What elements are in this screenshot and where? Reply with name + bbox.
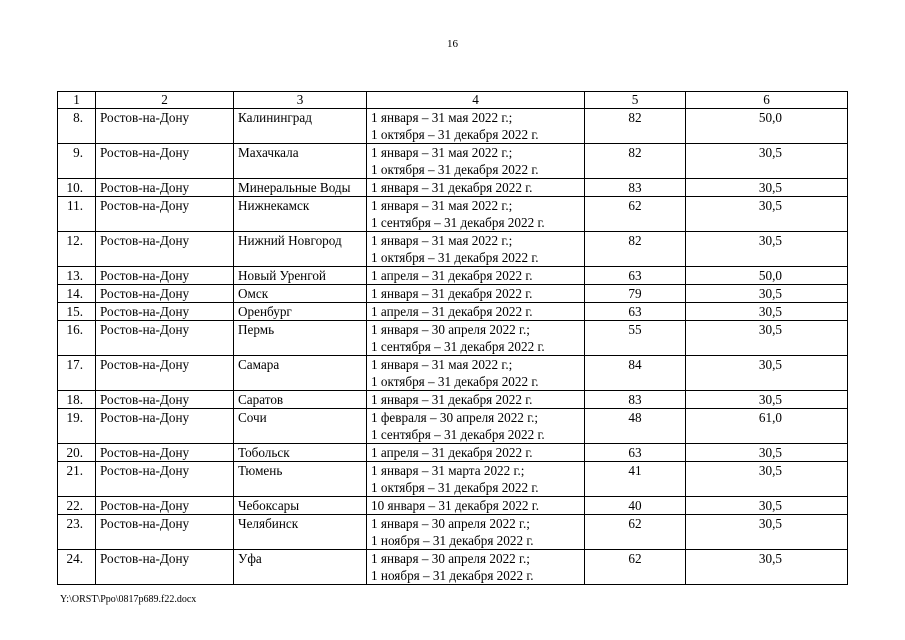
period-cell (367, 267, 585, 285)
period-cell (367, 144, 585, 179)
row-number-cell: 13. (58, 267, 96, 285)
period-cell (367, 232, 585, 267)
departure-city-cell: Ростов-на-Дону (96, 267, 234, 285)
destination-city-cell: Челябинск (234, 515, 367, 550)
row-number-cell: 20. (58, 444, 96, 462)
row-number-cell: 16. (58, 321, 96, 356)
table-row (58, 197, 848, 232)
departure-city-cell: Ростов-на-Дону (96, 444, 234, 462)
destination-city-cell: Новый Уренгой (234, 267, 367, 285)
destination-city-cell: Тобольск (234, 444, 367, 462)
departure-city-cell: Ростов-на-Дону (96, 179, 234, 197)
table-row (58, 285, 848, 303)
column-6-value-cell: 61,0 (686, 409, 848, 444)
column-5-value-cell: 63 (585, 303, 686, 321)
table-row (58, 409, 848, 444)
destination-city-cell: Махачкала (234, 144, 367, 179)
table-row (58, 267, 848, 285)
period-line: 1 октября – 31 декабря 2022 г. (371, 250, 539, 265)
period-line: 1 апреля – 31 декабря 2022 г. (371, 304, 533, 319)
period-line: 1 октября – 31 декабря 2022 г. (371, 374, 539, 389)
column-5-value-cell: 62 (585, 515, 686, 550)
period-line: 1 октября – 31 декабря 2022 г. (371, 127, 539, 142)
period-cell (367, 497, 585, 515)
row-number-cell: 15. (58, 303, 96, 321)
departure-city-cell: Ростов-на-Дону (96, 550, 234, 585)
destination-city-cell: Оренбург (234, 303, 367, 321)
period-line: 1 февраля – 30 апреля 2022 г.; (371, 410, 539, 425)
column-5-value-cell: 79 (585, 285, 686, 303)
period-line: 1 сентября – 31 декабря 2022 г. (371, 215, 545, 230)
column-6-value-cell: 30,5 (686, 515, 848, 550)
header-cell-1: 1 (58, 92, 96, 109)
column-6-value-cell: 30,5 (686, 197, 848, 232)
period-cell (367, 515, 585, 550)
destination-city-cell: Пермь (234, 321, 367, 356)
file-path-footer: Y:\ORST\Ppo\0817p689.f22.docx (60, 594, 197, 605)
period-line: 1 января – 31 мая 2022 г.; (371, 357, 513, 372)
period-line: 1 апреля – 31 декабря 2022 г. (371, 445, 533, 460)
column-5-value-cell: 62 (585, 550, 686, 585)
column-5-value-cell: 82 (585, 232, 686, 267)
departure-city-cell: Ростов-на-Дону (96, 409, 234, 444)
row-number-cell: 18. (58, 391, 96, 409)
row-number-cell: 24. (58, 550, 96, 585)
period-cell (367, 462, 585, 497)
period-line: 1 ноября – 31 декабря 2022 г. (371, 568, 534, 583)
row-number-cell: 8. (58, 109, 96, 144)
destination-city-cell: Омск (234, 285, 367, 303)
column-6-value-cell: 30,5 (686, 321, 848, 356)
row-number-cell: 17. (58, 356, 96, 391)
period-cell (367, 391, 585, 409)
table-row (58, 303, 848, 321)
column-5-value-cell: 84 (585, 356, 686, 391)
destination-city-cell: Сочи (234, 409, 367, 444)
destination-city-cell: Нижний Новгород (234, 232, 367, 267)
departure-city-cell: Ростов-на-Дону (96, 462, 234, 497)
column-6-value-cell: 30,5 (686, 285, 848, 303)
table-row (58, 497, 848, 515)
table-row (58, 444, 848, 462)
period-cell (367, 179, 585, 197)
column-6-value-cell: 30,5 (686, 303, 848, 321)
period-line: 1 января – 31 мая 2022 г.; (371, 110, 513, 125)
period-cell (367, 356, 585, 391)
period-line: 1 января – 31 марта 2022 г.; (371, 463, 525, 478)
departure-city-cell: Ростов-на-Дону (96, 356, 234, 391)
header-cell-5: 5 (585, 92, 686, 109)
table-row (58, 515, 848, 550)
column-5-value-cell: 83 (585, 391, 686, 409)
column-6-value-cell: 30,5 (686, 497, 848, 515)
period-cell (367, 303, 585, 321)
column-5-value-cell: 41 (585, 462, 686, 497)
row-number-cell: 9. (58, 144, 96, 179)
column-6-value-cell: 30,5 (686, 356, 848, 391)
period-cell (367, 285, 585, 303)
column-6-value-cell: 30,5 (686, 550, 848, 585)
column-6-value-cell: 30,5 (686, 179, 848, 197)
column-5-value-cell: 63 (585, 267, 686, 285)
destination-city-cell: Уфа (234, 550, 367, 585)
column-5-value-cell: 63 (585, 444, 686, 462)
column-5-value-cell: 55 (585, 321, 686, 356)
destination-city-cell: Калининград (234, 109, 367, 144)
period-cell (367, 321, 585, 356)
period-line: 1 января – 30 апреля 2022 г.; (371, 516, 530, 531)
table-row (58, 321, 848, 356)
header-cell-2: 2 (96, 92, 234, 109)
header-cell-3: 3 (234, 92, 367, 109)
destination-city-cell: Самара (234, 356, 367, 391)
routes-table (57, 91, 848, 585)
row-number-cell: 11. (58, 197, 96, 232)
departure-city-cell: Ростов-на-Дону (96, 497, 234, 515)
page-number: 16 (447, 38, 458, 50)
column-6-value-cell: 30,5 (686, 144, 848, 179)
destination-city-cell: Тюмень (234, 462, 367, 497)
period-cell (367, 409, 585, 444)
row-number-cell: 14. (58, 285, 96, 303)
table-row (58, 232, 848, 267)
column-6-value-cell: 50,0 (686, 109, 848, 144)
row-number-cell: 23. (58, 515, 96, 550)
column-5-value-cell: 83 (585, 179, 686, 197)
table-row (58, 550, 848, 585)
column-5-value-cell: 82 (585, 144, 686, 179)
column-6-value-cell: 30,5 (686, 444, 848, 462)
column-5-value-cell: 82 (585, 109, 686, 144)
table-row (58, 109, 848, 144)
departure-city-cell: Ростов-на-Дону (96, 197, 234, 232)
period-line: 1 апреля – 31 декабря 2022 г. (371, 268, 533, 283)
period-line: 1 сентября – 31 декабря 2022 г. (371, 427, 545, 442)
destination-city-cell: Минеральные Воды (234, 179, 367, 197)
column-5-value-cell: 62 (585, 197, 686, 232)
table-row (58, 356, 848, 391)
period-line: 10 января – 31 декабря 2022 г. (371, 498, 540, 513)
destination-city-cell: Нижнекамск (234, 197, 367, 232)
departure-city-cell: Ростов-на-Дону (96, 285, 234, 303)
departure-city-cell: Ростов-на-Дону (96, 391, 234, 409)
column-6-value-cell: 50,0 (686, 267, 848, 285)
table-row (58, 144, 848, 179)
column-6-value-cell: 30,5 (686, 462, 848, 497)
table-row (58, 179, 848, 197)
departure-city-cell: Ростов-на-Дону (96, 109, 234, 144)
period-line: 1 января – 31 мая 2022 г.; (371, 145, 513, 160)
row-number-cell: 10. (58, 179, 96, 197)
header-cell-4: 4 (367, 92, 585, 109)
departure-city-cell: Ростов-на-Дону (96, 321, 234, 356)
period-line: 1 сентября – 31 декабря 2022 г. (371, 339, 545, 354)
period-cell (367, 550, 585, 585)
column-5-value-cell: 40 (585, 497, 686, 515)
period-line: 1 января – 31 декабря 2022 г. (371, 392, 533, 407)
period-line: 1 ноября – 31 декабря 2022 г. (371, 533, 534, 548)
period-cell (367, 197, 585, 232)
table-row (58, 462, 848, 497)
row-number-cell: 12. (58, 232, 96, 267)
period-line: 1 января – 31 мая 2022 г.; (371, 198, 513, 213)
period-line: 1 января – 30 апреля 2022 г.; (371, 551, 530, 566)
column-6-value-cell: 30,5 (686, 391, 848, 409)
departure-city-cell: Ростов-на-Дону (96, 303, 234, 321)
period-line: 1 октября – 31 декабря 2022 г. (371, 162, 539, 177)
table-header-row (58, 92, 848, 109)
departure-city-cell: Ростов-на-Дону (96, 232, 234, 267)
row-number-cell: 19. (58, 409, 96, 444)
table-row (58, 391, 848, 409)
row-number-cell: 22. (58, 497, 96, 515)
period-line: 1 января – 31 декабря 2022 г. (371, 286, 533, 301)
period-line: 1 января – 30 апреля 2022 г.; (371, 322, 530, 337)
column-6-value-cell: 30,5 (686, 232, 848, 267)
departure-city-cell: Ростов-на-Дону (96, 515, 234, 550)
column-5-value-cell: 48 (585, 409, 686, 444)
destination-city-cell: Саратов (234, 391, 367, 409)
period-cell (367, 444, 585, 462)
destination-city-cell: Чебоксары (234, 497, 367, 515)
period-line: 1 января – 31 декабря 2022 г. (371, 180, 533, 195)
period-cell (367, 109, 585, 144)
period-line: 1 октября – 31 декабря 2022 г. (371, 480, 539, 495)
row-number-cell: 21. (58, 462, 96, 497)
period-line: 1 января – 31 мая 2022 г.; (371, 233, 513, 248)
header-cell-6: 6 (686, 92, 848, 109)
departure-city-cell: Ростов-на-Дону (96, 144, 234, 179)
